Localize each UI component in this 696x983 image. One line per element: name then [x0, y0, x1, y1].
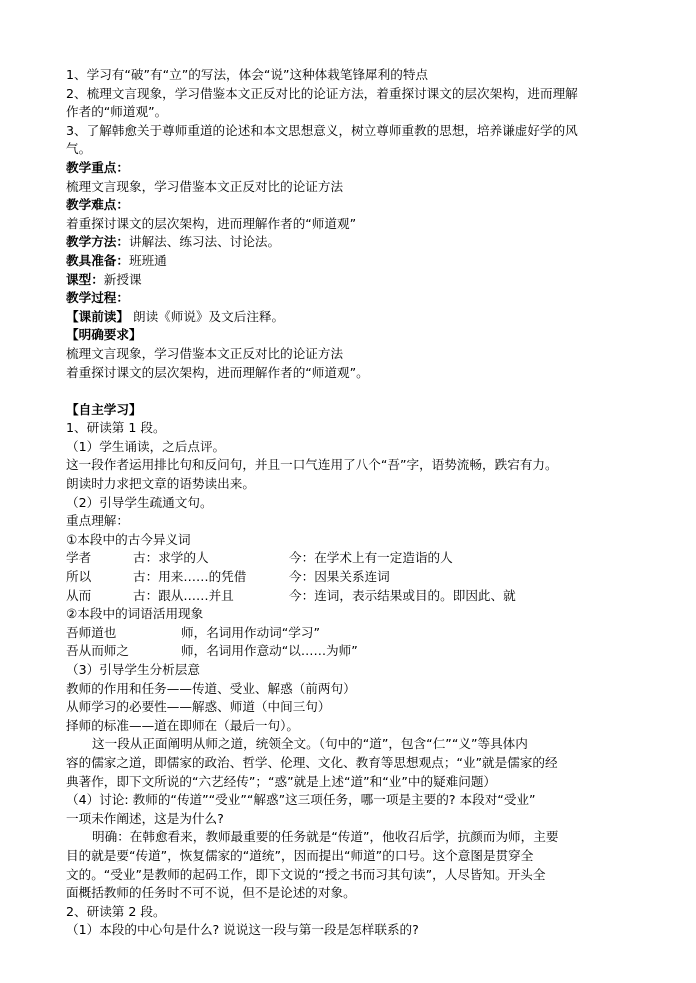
- ancient-word: 学者: [66, 550, 92, 566]
- lesson-type-text: 新授课: [103, 271, 142, 287]
- question-4-cont: 一项未作阐述，这是为什么?: [66, 810, 224, 826]
- process-heading: 教学过程：: [66, 290, 129, 306]
- layer-2: 从师学习的必要性——解惑、师道（中间三句）: [66, 699, 331, 715]
- objective-2-cont: 作者的“师道观”。: [66, 104, 168, 120]
- modern-meaning: 今：连词，表示结果或目的。即因此、就: [289, 587, 516, 603]
- modern-meaning: 今：因果关系连词: [289, 569, 390, 585]
- usage-phrase: 吾师道也: [66, 624, 117, 640]
- key-points-heading: 教学重点：: [66, 159, 129, 175]
- difficulties-heading: 教学难点：: [66, 197, 129, 213]
- question-1: （1）学生诵读，之后点评。: [66, 438, 226, 454]
- answer-line-1: 明确：在韩愈看来，教师最重要的任务就是“传道”，他收召后学，抗颜而为师，主要: [92, 829, 559, 845]
- objective-3-cont: 气。: [66, 141, 92, 157]
- focus-label: 重点理解：: [66, 513, 129, 529]
- usage-note: 师，名词用作动词“学习”: [181, 624, 320, 640]
- question-3: （3）引导学生分析层意: [66, 662, 200, 677]
- lesson-type-heading: 课型：: [66, 271, 104, 287]
- requirement-1: 梳理文言现象，学习借鉴本文正反对比的论证方法: [66, 345, 344, 361]
- ancient-word-row: [66, 568, 646, 587]
- methods-line: [66, 233, 646, 252]
- usage-note: 师，名词用作意动“以……为师”: [181, 643, 358, 659]
- modern-meaning: 今：在学术上有一定造诣的人: [289, 550, 453, 566]
- question-2: （2）引导学生疏通文句。: [66, 494, 213, 510]
- difficulties-text: 着重探讨课文的层次架构，进而理解作者的“师道观”: [66, 215, 357, 231]
- lesson-type-line: [66, 271, 646, 290]
- ancient-word: 所以: [66, 569, 92, 585]
- objective-3: 3、了解韩愈关于尊师重道的论述和本文思想意义，树立尊师重教的思想，培养谦虚好学的风: [66, 122, 578, 138]
- tools-heading: 教具准备：: [66, 252, 129, 268]
- preread-line: [66, 308, 646, 327]
- question-4: （4）讨论: 教师的“传道”“受业”“解惑”这三项任务，哪一项是主要的? 本段对“受业”: [66, 792, 536, 808]
- word-usage-title: ②本段中的词语活用现象: [66, 606, 204, 622]
- summary-line-2: 容的儒家之道，即儒家的政治、哲学、伦理、文化、教育等思想观点；“业”就是儒家的经: [66, 754, 558, 770]
- word-usage-row: [66, 624, 646, 643]
- summary-line-3: 典著作，即下文所说的“六艺经传”；“惑”就是上述“道”和“业”中的疑难问题）: [66, 773, 497, 789]
- key-points-text: 梳理文言现象，学习借鉴本文正反对比的论证方法: [66, 178, 344, 194]
- layer-1: 教师的作用和任务——传道、受业、解惑（前两句）: [66, 680, 356, 696]
- paragraph-1-line-1: 这一段作者运用排比句和反问句，并且一口气连用了八个“吾”字，语势流畅，跌宕有力。: [66, 457, 558, 473]
- self-study-tag: 【自主学习】: [66, 401, 142, 417]
- answer-line-2: 目的就是要“传道”，恢复儒家的“道统”，因而提出“师道”的口号。这个意图是贯穿全: [66, 847, 534, 863]
- answer-line-4: 面概括教师的任务时不可不说，但不是论述的对象。: [66, 885, 356, 901]
- objective-1: 1、学习有“破”有“立”的写法，体会“说”这种体栽笔锋犀利的特点: [66, 67, 429, 82]
- document-page: [66, 66, 646, 940]
- ancient-word-row: [66, 549, 646, 568]
- tools-text: 班班通: [128, 252, 167, 268]
- section-1-title: 1、研读第 1 段。: [66, 420, 166, 436]
- tools-line: [66, 252, 646, 271]
- ancient-meaning: 古：跟从……并且: [133, 587, 234, 603]
- objective-2: 2、梳理文言现象，学习借鉴本文正反对比的论证方法，着重探讨课文的层次架构，进而理解: [66, 85, 578, 101]
- ancient-word-row: [66, 587, 646, 606]
- paragraph-1-line-2: 朗读时力求把文章的语势读出来。: [66, 476, 255, 492]
- preread-text: 朗读《师说》及文后注释。: [132, 308, 285, 324]
- blank-line: [66, 382, 646, 401]
- ancient-meaning: 古：用来……的凭借: [133, 569, 247, 585]
- section-2-title: 2、研读第 2 段。: [66, 903, 166, 919]
- answer-line-3: 文的。“受业”是教师的起码工作，即下文说的“授之书而习其句读”，人尽皆知。开头全: [66, 866, 546, 882]
- preread-tag: 【课前读】: [66, 308, 129, 324]
- usage-phrase: 吾从而师之: [66, 643, 129, 659]
- requirements-tag: 【明确要求】: [66, 327, 142, 343]
- methods-heading: 教学方法：: [66, 234, 129, 250]
- methods-text: 讲解法、练习法、讨论法。: [128, 234, 281, 250]
- layer-3: 择师的标准——道在即师在（最后一句）。: [66, 717, 299, 733]
- ancient-meaning: 古：求学的人: [133, 550, 209, 566]
- question-5: （1）本段的中心句是什么? 说说这一段与第一段是怎样联系的?: [66, 922, 419, 938]
- summary-line-1: 这一段从正面阐明从师之道，统领全文。（句中的“道”，包含“仁”“义”等具体内: [92, 736, 528, 752]
- requirement-2: 着重探讨课文的层次架构，进而理解作者的“师道观”。: [66, 364, 369, 380]
- ancient-words-title: ①本段中的古今异义词: [66, 531, 191, 547]
- ancient-word: 从而: [66, 587, 92, 603]
- word-usage-row: [66, 642, 646, 661]
